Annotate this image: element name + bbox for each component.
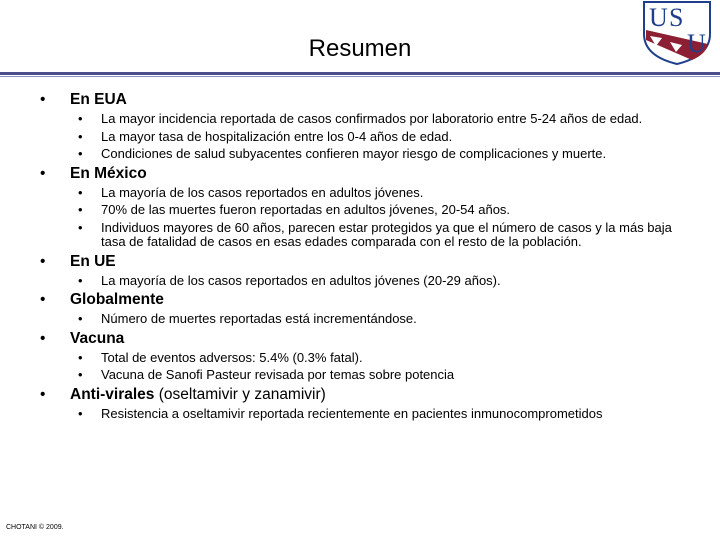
bullet-icon: • [78, 405, 83, 421]
section-heading [0, 90, 720, 109]
sub-bullet-text: La mayoría de los casos reportados en adultos jóvenes. [101, 184, 424, 200]
bullet-icon: • [40, 329, 46, 347]
bullet-icon: • [78, 146, 83, 161]
title-rule [0, 72, 720, 75]
sub-bullet-item [0, 368, 720, 383]
bullet-icon: • [78, 367, 83, 382]
bullet-icon: • [78, 202, 83, 217]
section-heading-text: Vacuna [70, 329, 125, 347]
logo-letter-1: U [649, 3, 668, 32]
sub-bullet-text: Total de eventos adversos: 5.4% (0.3% fatal). [101, 349, 363, 365]
section-heading [0, 252, 720, 271]
logo-letter-2: S [669, 3, 684, 32]
logo-letter-3: U [687, 29, 706, 58]
sub-bullet-text: Número de muertes reportadas está incrementándose. [101, 311, 417, 326]
sub-bullet-item [0, 351, 720, 366]
sub-bullet-item [0, 407, 720, 422]
bullet-icon: • [40, 252, 46, 270]
section-heading [0, 164, 720, 183]
section-heading-text: En México [70, 164, 147, 182]
bullet-icon: • [78, 272, 83, 288]
bullet-icon: • [78, 311, 83, 326]
section-heading [0, 329, 720, 348]
bullet-icon: • [40, 385, 46, 403]
section-heading-text: Anti-virales [70, 385, 155, 403]
section-heading [0, 385, 720, 404]
section-heading [0, 290, 720, 309]
section-heading-text: En UE [70, 252, 116, 270]
sub-bullet-item [0, 130, 720, 145]
sub-bullet-item [0, 274, 720, 289]
bullet-icon: • [78, 111, 83, 126]
bullet-icon: • [40, 91, 46, 108]
bullet-icon: • [78, 184, 83, 200]
sub-bullet-text: Individuos mayores de 60 años, parecen estar protegidos ya que el número de casos y la más baja tasa de fatalidad de casos en esas edades comparada con el resto de la población. [101, 219, 672, 249]
sub-bullet-item [0, 147, 720, 162]
sub-bullet-item [0, 312, 720, 327]
bullet-icon: • [78, 349, 83, 365]
sub-bullet-text: La mayor tasa de hospitalización entre los 0-4 años de edad. [101, 128, 453, 144]
bullet-icon: • [78, 128, 83, 144]
bullet-list [0, 88, 720, 421]
sub-bullet-text: Condiciones de salud subyacentes confieren mayor riesgo de complicaciones y muerte. [101, 146, 607, 161]
sub-bullet-item [0, 221, 720, 250]
bullet-icon: • [78, 219, 83, 235]
sub-bullet-item [0, 112, 720, 127]
title-rule-thin [0, 76, 720, 77]
usu-logo [640, 0, 714, 66]
bullet-icon: • [40, 164, 46, 182]
sub-bullet-text: La mayor incidencia reportada de casos confirmados por laboratorio entre 5-24 años de edad. [101, 111, 643, 126]
slide-title: Resumen [308, 35, 412, 62]
sub-bullet-text: Resistencia a oseltamivir reportada recientemente en pacientes inmunocomprometidos [101, 405, 603, 421]
section-heading-text: Globalmente [70, 291, 164, 308]
section-heading-suffix: (oseltamivir y zanamivir) [154, 385, 326, 403]
sub-bullet-item [0, 203, 720, 218]
sub-bullet-text: 70% de las muertes fueron reportadas en adultos jóvenes, 20-54 años. [101, 202, 511, 217]
copyright-footer: CHOTANI © 2009. [6, 524, 64, 531]
sub-bullet-text: Vacuna de Sanofi Pasteur revisada por temas sobre potencia [101, 367, 455, 382]
section-heading-text: En EUA [70, 91, 127, 108]
sub-bullet-item [0, 186, 720, 201]
sub-bullet-text: La mayoría de los casos reportados en adultos jóvenes (20-29 años). [101, 272, 501, 288]
bullet-icon: • [40, 291, 46, 308]
